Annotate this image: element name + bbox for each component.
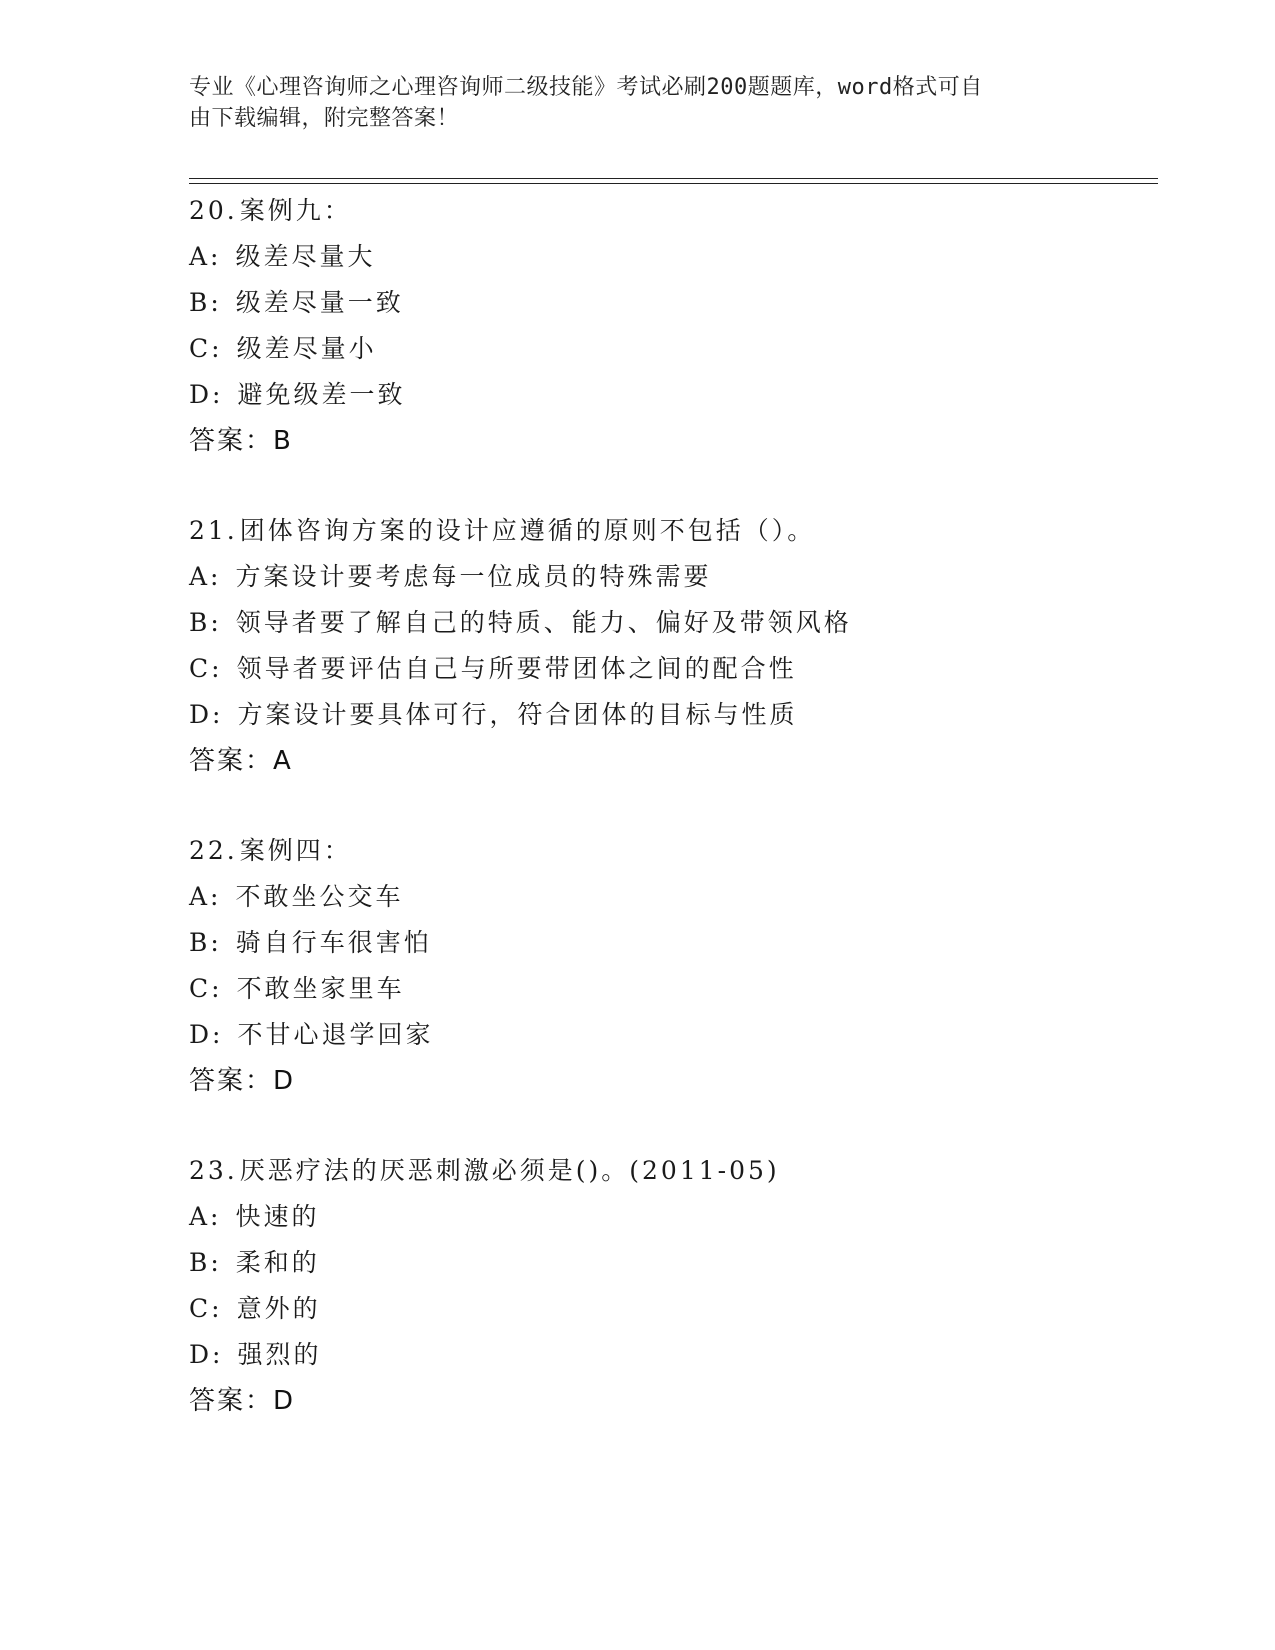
option-b [189,600,1149,646]
option-text: 柔和的 [235,1248,320,1277]
header-line-2: 由下载编辑，附完整答案！ [189,106,460,131]
option-text: 领导者要了解自己的特质、能力、偏好及带领风格 [235,608,852,637]
option-letter: C: [189,974,223,1003]
option-d [189,372,1149,418]
option-text: 级差尽量大 [235,242,376,271]
option-d [189,1332,1149,1378]
question-stem [189,828,1149,874]
option-text: 骑自行车很害怕 [235,928,432,957]
option-a [189,1194,1149,1240]
header-divider-top [189,178,1158,179]
question-stem [189,508,1149,554]
answer-line: 答案：D [189,1066,296,1096]
question-20 [189,188,1149,464]
question-21 [189,508,1149,784]
option-letter: A: [189,562,222,591]
question-text: 案例四： [239,836,352,865]
option-c [189,326,1149,372]
question-23 [189,1148,1149,1424]
header-divider-bottom [189,183,1158,184]
option-letter: A: [189,882,222,911]
option-text: 不敢坐家里车 [236,974,405,1003]
option-letter: D: [189,700,224,729]
option-c [189,1286,1149,1332]
option-text: 不敢坐公交车 [235,882,404,911]
question-text: 团体咨询方案的设计应遵循的原则不包括（）。 [239,516,816,545]
option-letter: B: [189,608,222,637]
question-number: 21. [189,516,238,545]
question-number: 22. [189,836,238,865]
document-header [189,72,1089,134]
option-b [189,280,1149,326]
option-text: 方案设计要考虑每一位成员的特殊需要 [235,562,712,591]
question-22 [189,828,1149,1104]
option-a [189,874,1149,920]
answer-line: 答案：D [189,1386,296,1416]
option-letter: D: [189,1020,224,1049]
option-text: 避免级差一致 [237,380,406,409]
question-number: 23. [189,1156,238,1185]
option-text: 级差尽量一致 [235,288,404,317]
question-text: 案例九： [239,196,352,225]
option-text: 方案设计要具体可行，符合团体的目标与性质 [237,700,798,729]
header-line-1: 专业《心理咨询师之心理咨询师二级技能》考试必刷200题题库，word格式可自 [189,75,983,100]
option-text: 领导者要评估自己与所要带团体之间的配合性 [236,654,797,683]
option-text: 强烈的 [237,1340,322,1369]
question-list [189,188,1149,1468]
option-b [189,1240,1149,1286]
option-letter: B: [189,288,222,317]
question-stem [189,188,1149,234]
option-letter: C: [189,334,223,363]
option-a [189,554,1149,600]
question-stem [189,1148,1149,1194]
option-d [189,1012,1149,1058]
option-letter: A: [189,242,222,271]
answer-line: 答案：B [189,426,293,456]
option-c [189,646,1149,692]
option-text: 级差尽量小 [236,334,377,363]
option-c [189,966,1149,1012]
option-letter: A: [189,1202,222,1231]
option-letter: C: [189,654,223,683]
option-text: 意外的 [236,1294,321,1323]
option-text: 不甘心退学回家 [237,1020,434,1049]
option-a [189,234,1149,280]
option-text: 快速的 [235,1202,320,1231]
option-d [189,692,1149,738]
option-letter: C: [189,1294,223,1323]
answer-line: 答案：A [189,746,293,776]
option-letter: D: [189,380,224,409]
option-letter: B: [189,928,222,957]
option-b [189,920,1149,966]
question-text: 厌恶疗法的厌恶刺激必须是()。(2011-05) [239,1156,780,1185]
question-number: 20. [189,196,238,225]
option-letter: D: [189,1340,224,1369]
option-letter: B: [189,1248,222,1277]
